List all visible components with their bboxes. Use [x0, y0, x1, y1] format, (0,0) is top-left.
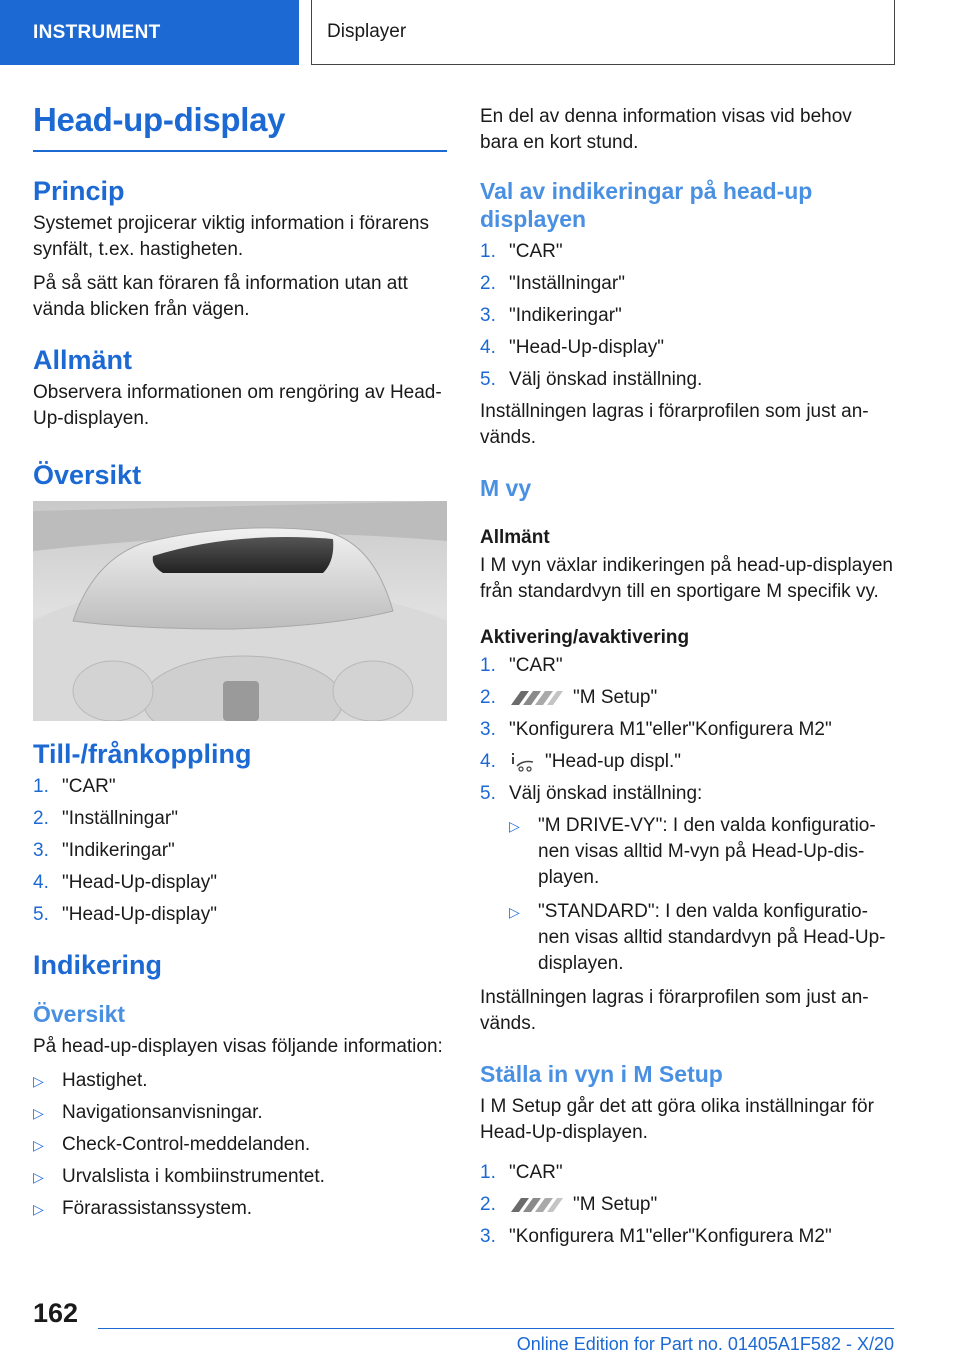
list-item: ▷ Hastighet.: [33, 1068, 447, 1094]
aktivering-steps: [480, 653, 894, 807]
list-item: 3. "Konfigurera M1"eller"Konfigurera M2": [480, 1226, 832, 1248]
stalla-steps: [480, 1160, 894, 1250]
right-intro: En del av denna information visas vid behov bara en kort stund.: [480, 106, 852, 153]
heading-oversikt: Översikt: [33, 459, 142, 490]
list-item: 1. "CAR": [480, 241, 563, 263]
list-item: 3. "Indikeringar": [480, 305, 622, 327]
stalla-text: I M Setup går det att göra olika inställningar för Head-Up-displayen.: [480, 1096, 874, 1144]
heading-princip: Princip: [33, 175, 125, 206]
list-item: ▷ Urvalslista i kombiinstrumentet.: [33, 1164, 447, 1190]
m-vy-note: Inställningen lagras i förarprofilen som just an-vänds.: [480, 986, 869, 1034]
list-item: 3. "Indikeringar": [33, 839, 175, 861]
triangle-bullet-icon: ▷: [33, 1201, 44, 1218]
triangle-bullet-icon: ▷: [33, 1169, 44, 1186]
footer-divider: [98, 1328, 894, 1329]
val-note: Inställningen lagras i förarprofilen som just an-vänds.: [480, 401, 869, 449]
list-item: ▷ "M DRIVE-VY": I den valda konfiguratio-nen visas alltid M-vyn på Head-Up-dis-playen.: [509, 813, 894, 891]
aktivering-options: [480, 813, 894, 977]
list-item: 1. "CAR": [33, 775, 116, 797]
list-item: 5. Välj önskad inställning:: [480, 782, 703, 804]
princip-text-2: På så sätt kan föraren få information utan att vända blicken från vägen.: [33, 272, 408, 320]
m-stripes-icon: [509, 1196, 565, 1214]
list-item: ▷ Check-Control-meddelanden.: [33, 1132, 447, 1158]
list-item: ▷ "STANDARD": I den valda konfiguratio-nen visas alltid standardvyn på Head-Up-displayen.: [509, 899, 894, 977]
list-item: 3. "Konfigurera M1"eller"Konfigurera M2": [480, 718, 832, 740]
chapter-tab: Displayer: [311, 0, 895, 65]
list-item: 5. Välj önskad inställning.: [480, 369, 703, 391]
list-item: ▷ Förarassistanssystem.: [33, 1196, 447, 1222]
triangle-bullet-icon: ▷: [33, 1073, 44, 1090]
list-item: 2. "M Setup": [480, 686, 658, 708]
heading-allmant: Allmänt: [33, 344, 133, 375]
triangle-bullet-icon: ▷: [33, 1105, 44, 1122]
list-item: 2. "Inställningar": [480, 273, 625, 295]
till-steps: [33, 774, 447, 928]
m-stripes-icon: [509, 689, 565, 707]
heading-indikering-oversikt: Översikt: [33, 1000, 126, 1027]
indikering-items: [33, 1068, 447, 1222]
list-item: ▷ Navigationsanvisningar.: [33, 1100, 447, 1126]
list-item: 4. "Head-up displ.": [480, 750, 682, 772]
triangle-bullet-icon: ▷: [509, 903, 520, 920]
list-item: 5. "Head-Up-display": [33, 903, 217, 925]
heading-aktivering: Aktivering/avaktivering: [480, 626, 690, 648]
page-number: 162: [33, 1298, 79, 1328]
right-column: [480, 104, 894, 1256]
heading-till-frankoppling: Till-/frånkoppling: [33, 738, 252, 769]
list-item: 4. "Head-Up-display": [480, 337, 664, 359]
list-item: 1. "CAR": [480, 1162, 563, 1184]
heading-indikering: Indikering: [33, 949, 163, 980]
princip-text-1: Systemet projicerar viktig information i förarens synfält, t.ex. hastigheten.: [33, 212, 429, 260]
triangle-bullet-icon: ▷: [509, 817, 520, 834]
page-title: Head-up-display: [33, 100, 447, 152]
list-item: 1. "CAR": [480, 654, 563, 676]
m-vy-allmant-text: I M vyn växlar indikeringen på head-up-displayen från standardvyn till en sportigare M specifik vy.: [480, 554, 893, 602]
heading-val-av-indikeringar: Val av indikeringar på head-up displayen: [480, 178, 813, 232]
val-steps: [480, 239, 894, 393]
heading-m-vy: M vy: [480, 475, 532, 502]
indikering-intro: På head-up-displayen visas följande information:: [33, 1036, 443, 1058]
heading-m-vy-allmant: Allmänt: [480, 526, 550, 548]
list-item: 4. "Head-Up-display": [33, 871, 217, 893]
head-up-display-icon: [509, 752, 537, 772]
allmant-text: Observera informationen om rengöring av Head-Up-displayen.: [33, 381, 442, 429]
list-item: 2. "Inställningar": [33, 807, 178, 829]
left-column: [33, 100, 447, 1228]
triangle-bullet-icon: ▷: [33, 1137, 44, 1154]
head-up-display-photo: [33, 501, 447, 721]
section-tab: INSTRUMENT: [0, 0, 299, 65]
footer-edition: Online Edition for Part no. 01405A1F582 - X/20: [516, 1334, 894, 1354]
heading-stalla-in-vyn: Ställa in vyn i M Setup: [480, 1060, 723, 1087]
list-item: 2. "M Setup": [480, 1194, 658, 1216]
